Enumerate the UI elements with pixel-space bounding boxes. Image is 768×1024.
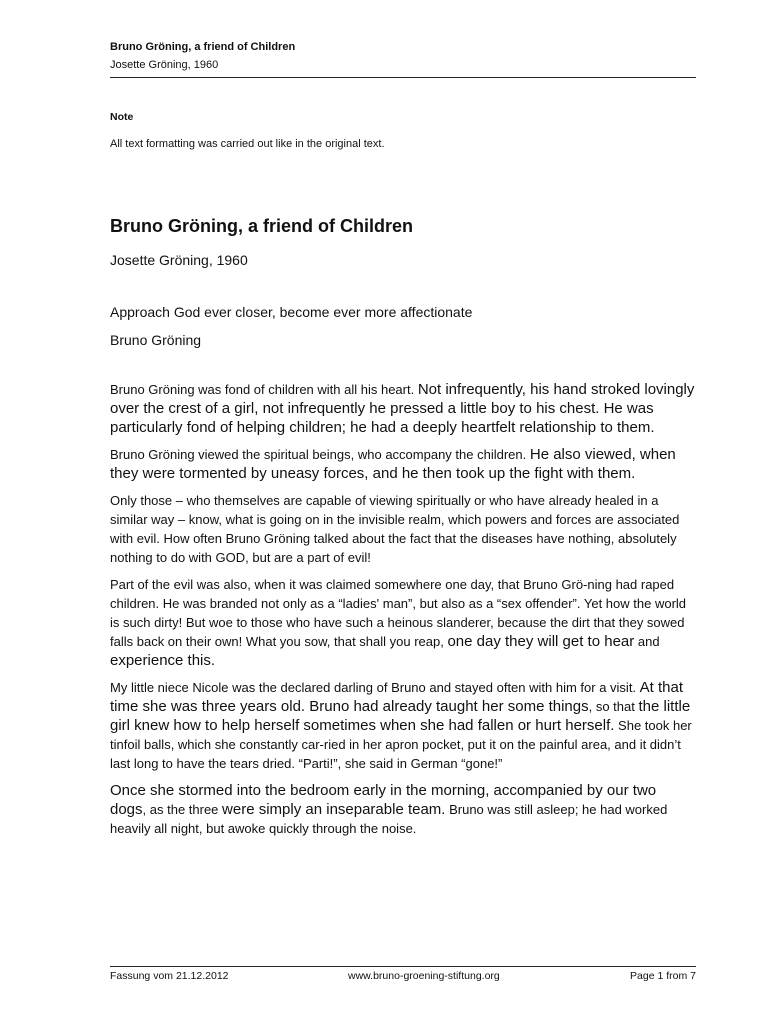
paragraph-5-part-a: My little niece Nicole was the declared darling of Bruno and stayed often with him for a visit. — [110, 680, 640, 695]
paragraph-3-part-a: Only those – who themselves are capable of viewing spiritually or who have already healed in a similar way – know, what is going on in the invisible realm, which powers and forces are associated with evil. How often Bruno Gröning talked about the fact that the diseases have nothing, absolutely nothing to do with GOD, but are a part of evil! — [110, 493, 680, 565]
paragraph-2-part-b: He also viewed, when they were tormented by uneasy forces, and he then took up the fight with them. — [110, 446, 676, 482]
paragraph-1 — [110, 380, 696, 437]
note-text: All text formatting was carried out like in the original text. — [110, 138, 385, 150]
header-divider — [110, 77, 696, 78]
paragraph-4-part-c: and — [634, 634, 660, 649]
paragraph-4-part-b: one day they will get to hear — [447, 633, 635, 650]
document-title: Bruno Gröning, a friend of Children — [110, 216, 413, 236]
paragraph-5 — [110, 678, 696, 773]
paragraph-6-part-d: Bruno was still asleep; he had worked heavily all night, but awoke quickly through the noise. — [110, 802, 668, 836]
paragraph-1-part-a: Bruno Gröning was fond of children with all his heart. — [110, 382, 418, 397]
page-footer — [110, 969, 696, 983]
header-subtitle: Josette Gröning, 1960 — [110, 59, 219, 71]
footer-divider — [110, 966, 696, 967]
epigraph-quote: Approach God ever closer, become ever more affectionate — [110, 304, 473, 320]
paragraph-6-part-b: , as the three — [142, 802, 223, 817]
note-block — [110, 110, 696, 152]
paragraph-6-part-a: Once she stormed into the bedroom early in the morning, accompanied by our two dogs — [110, 782, 657, 818]
header-title: Bruno Gröning, a friend of Children — [110, 41, 296, 53]
body-text — [110, 380, 696, 846]
note-heading: Note — [110, 111, 134, 123]
paragraph-5-part-b: At that time she was three years old. Bruno had already taught her some things — [110, 679, 684, 715]
paragraph-2-part-a: Bruno Gröning viewed the spiritual beings, who accompany the children. — [110, 447, 530, 462]
paragraph-6-part-c: were simply an inseparable team. — [222, 801, 446, 818]
paragraph-4-part-d: experience this. — [110, 652, 216, 669]
paragraph-2 — [110, 445, 696, 483]
paragraph-1-part-b: Not infrequently, his hand stroked lovingly over the crest of a girl, not infrequently he pressed a little boy to his chest. He was particularly fond of helping children; he had a deeply heartfelt relationship to them. — [110, 381, 695, 436]
paragraph-5-part-e: She took her tinfoil balls, which she constantly car-ried in her apron pocket, put it on the painful area, and it didn’t last long to have the tears dried. “Parti!”, she said in German “gone!” — [110, 718, 692, 771]
footer-website: www.bruno-groening-stiftung.org — [348, 970, 500, 982]
epigraph-author: Bruno Gröning — [110, 332, 202, 348]
paragraph-5-part-c: , so that — [588, 699, 639, 714]
author-line: Josette Gröning, 1960 — [110, 252, 248, 268]
paragraph-4-part-a: Part of the evil was also, when it was claimed somewhere one day, that Bruno Grö-ning had raped children. He was branded not only as a “ladies' man”, but also as a “sex offender”. Yet how the world is such dirty! But woe to those who have such a heinous slanderer, because the dirt that they sowed falls back on their own! What you sow, that shall you reap, — [110, 577, 687, 649]
paragraph-3 — [110, 491, 696, 567]
paragraph-6 — [110, 781, 696, 838]
paragraph-5-part-d: the little girl knew how to help herself sometimes when she had fallen or hurt herself. — [110, 698, 691, 734]
footer-page-number: Page 1 from 7 — [630, 970, 696, 982]
footer-date: Fassung vom 21.12.2012 — [110, 970, 229, 982]
running-header — [110, 40, 696, 73]
paragraph-4 — [110, 575, 696, 670]
